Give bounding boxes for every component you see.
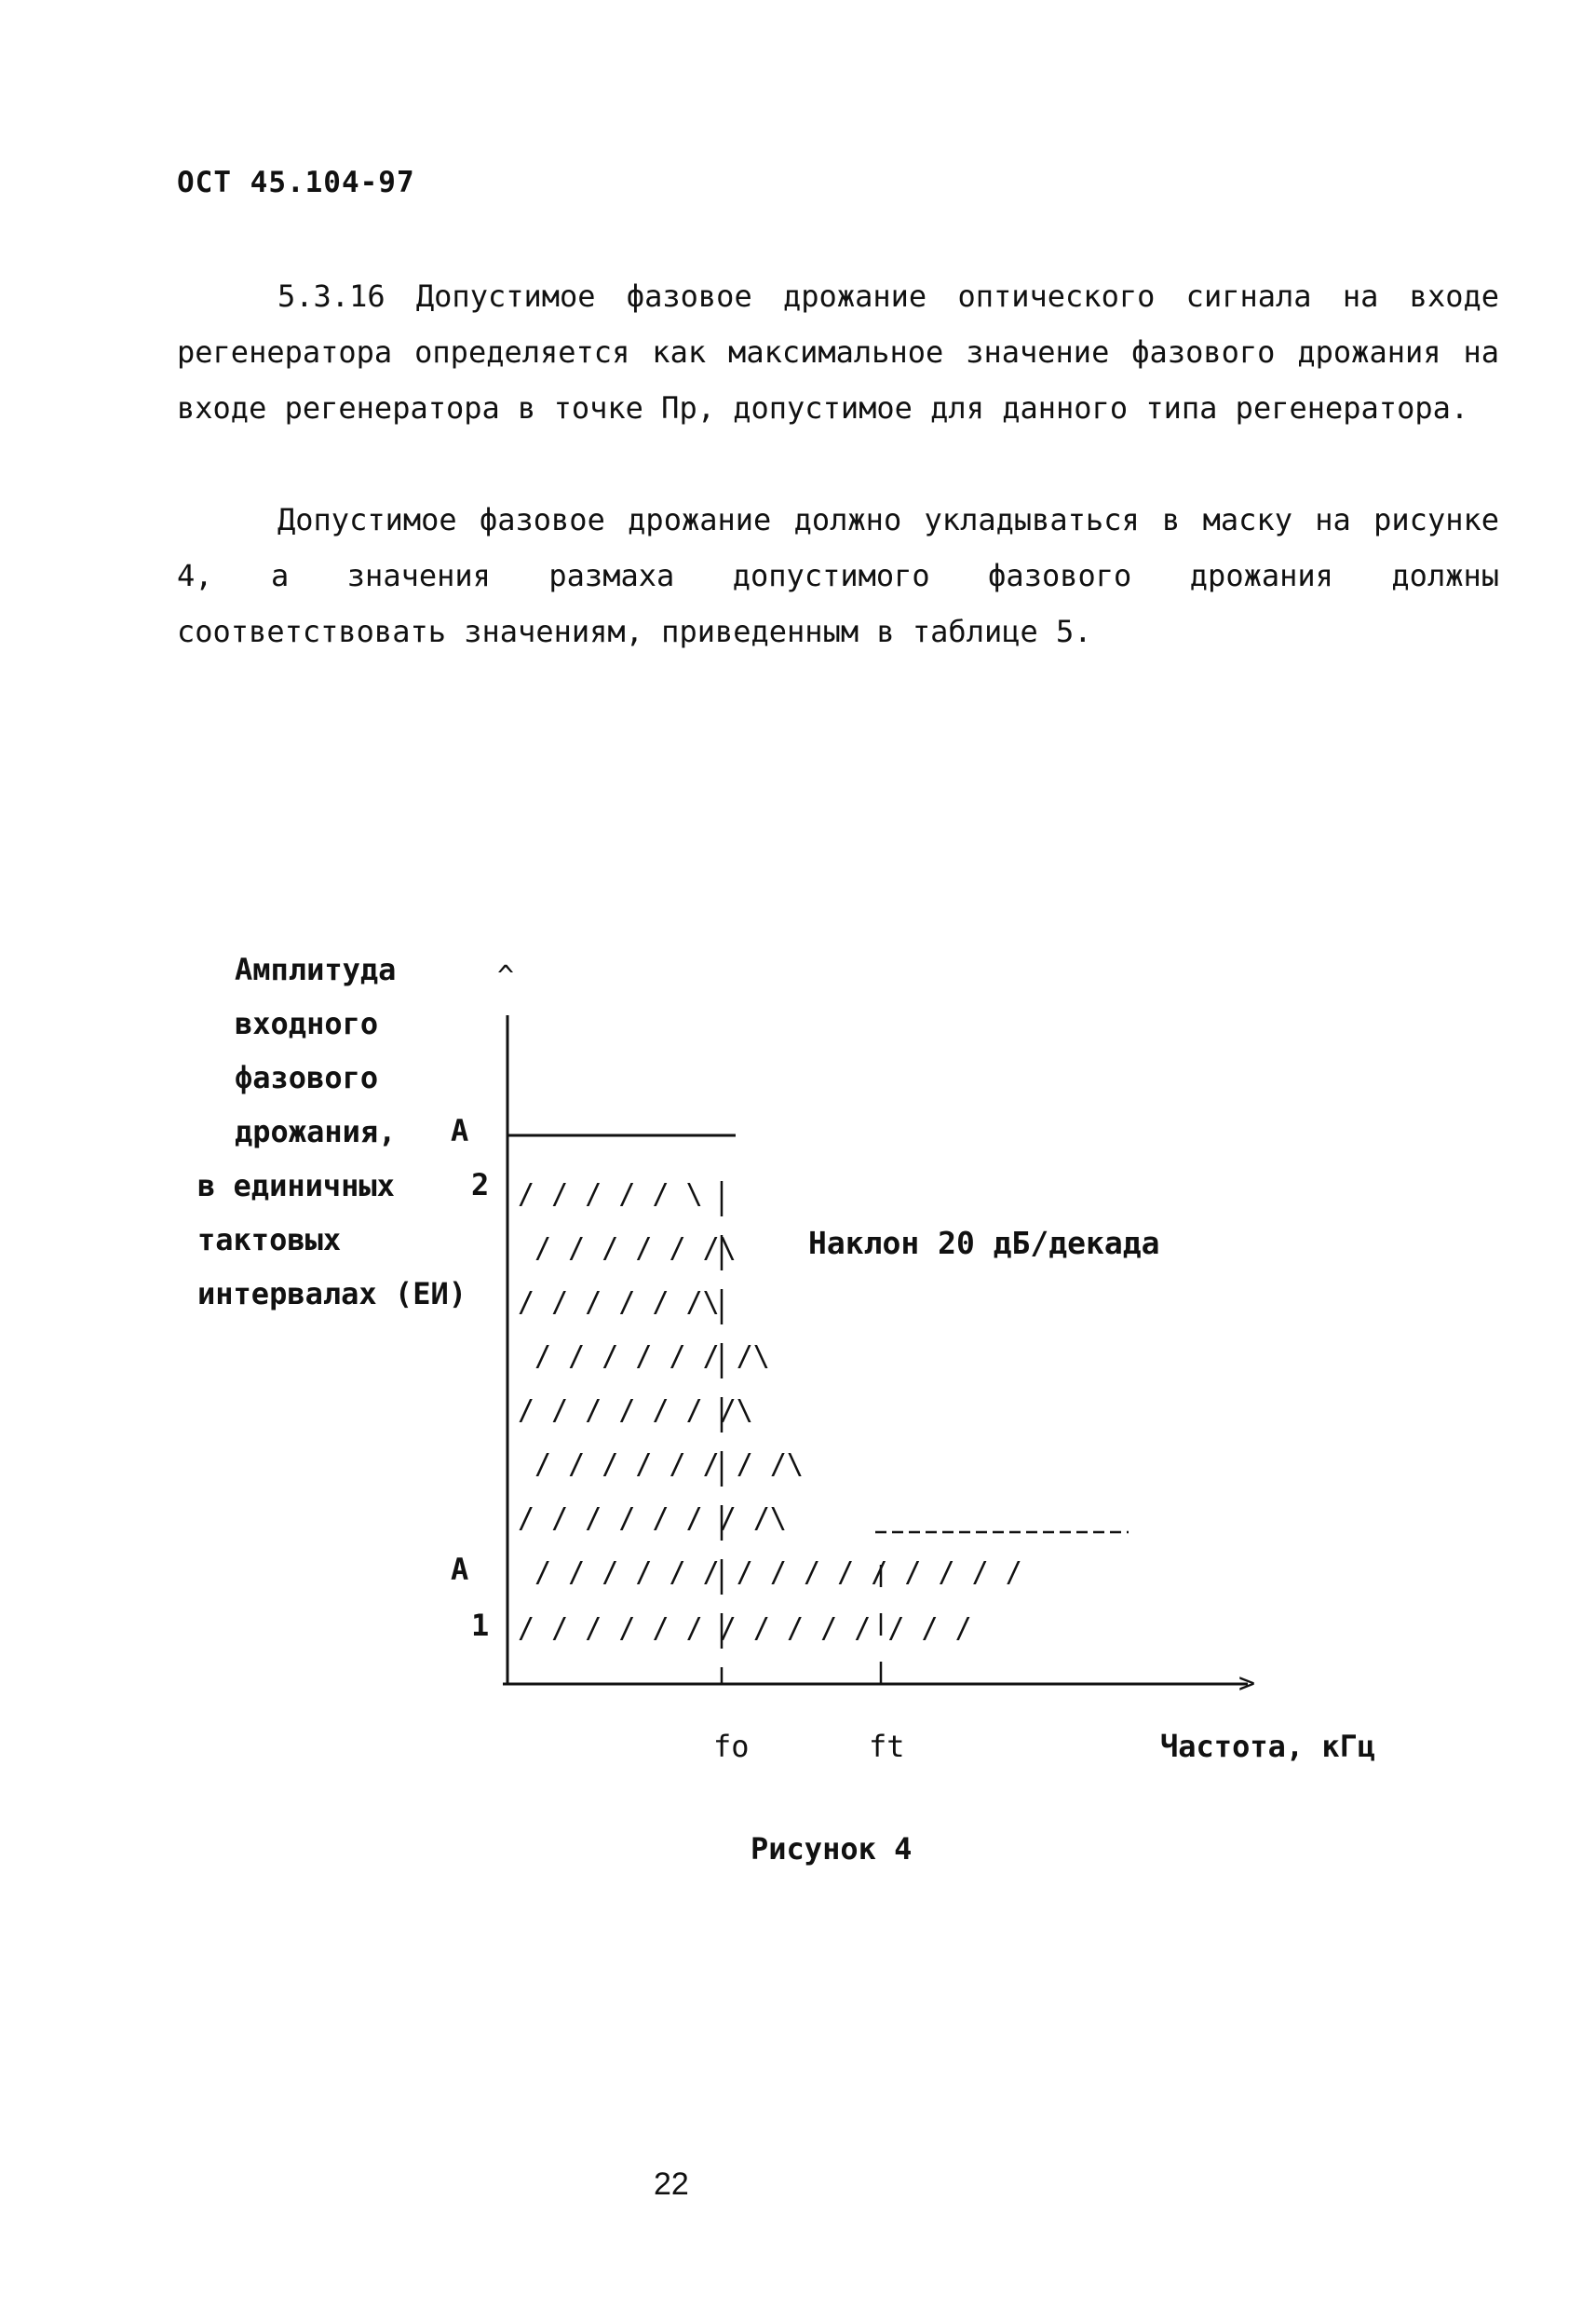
tick-A2-index: 2 [471, 1167, 490, 1202]
svg-text:/ / / / / / /\: / / / / / / /\ [518, 1394, 753, 1427]
x-axis-label: Частота, кГц [1160, 1729, 1376, 1764]
svg-text:/ / / / / / / / / / / / /: / / / / / / / / / / / / / / [518, 1612, 972, 1645]
page-number: 22 [654, 2166, 689, 2202]
figure-caption: Рисунок 4 [751, 1831, 913, 1867]
x-axis-arrow: > [1238, 1667, 1256, 1700]
svg-text:/ / / / / /\: / / / / / /\ [534, 1232, 737, 1265]
svg-text:/ / / / / / / /\: / / / / / / / /\ [534, 1448, 804, 1481]
y-axis-label-line-3: фазового [235, 1060, 379, 1095]
slope-annotation: Наклон 20 дБ/декада [808, 1225, 1160, 1261]
x-label-ft: ft [869, 1729, 905, 1764]
tick-A1-letter: A [451, 1552, 469, 1587]
svg-text:/ / / / / / /\: / / / / / / /\ [534, 1340, 770, 1373]
tick-A1-index: 1 [471, 1608, 490, 1643]
tick-A2-letter: A [451, 1113, 469, 1148]
y-axis-arrow: ^ [497, 960, 515, 993]
svg-text:/ / / / / / / /\: / / / / / / / /\ [518, 1502, 787, 1535]
paragraph-5-3-16: 5.3.16 Допустимое фазовое дрожание оптического сигнала на входе регенератора определяется как максимальное значение фазового дрожания на входе регенератора в точке Пр, допустимое для данного типа регенератора. [177, 278, 1499, 426]
svg-text:/ / / / / / / / / / / / / / /: / / / / / / / / / / / / / / / [534, 1556, 1022, 1589]
y-axis-label-line-5: в единичных [197, 1168, 395, 1203]
y-axis-label-line-6: тактовых [197, 1222, 342, 1257]
y-axis-label-line-4: дрожания, [235, 1114, 397, 1149]
document-code: ОСТ 45.104-97 [177, 166, 415, 199]
y-axis-label-line-1: Амплитуда [235, 952, 397, 987]
paragraph-jitter-mask: Допустимое фазовое дрожание должно укладываться в маску на рисунке 4, а значения размаха допустимого фазового дрожания должны соответствовать значениям, приведенным в таблице 5. [177, 502, 1499, 649]
y-axis-label-line-7: интервалах (ЕИ) [197, 1276, 467, 1311]
x-label-f0: fo [713, 1729, 750, 1764]
svg-text:/ / / / / \: / / / / / \ [518, 1178, 703, 1211]
y-axis-label-line-2: входного [235, 1006, 379, 1041]
svg-text:/ / / / / /\: / / / / / /\ [518, 1286, 720, 1319]
